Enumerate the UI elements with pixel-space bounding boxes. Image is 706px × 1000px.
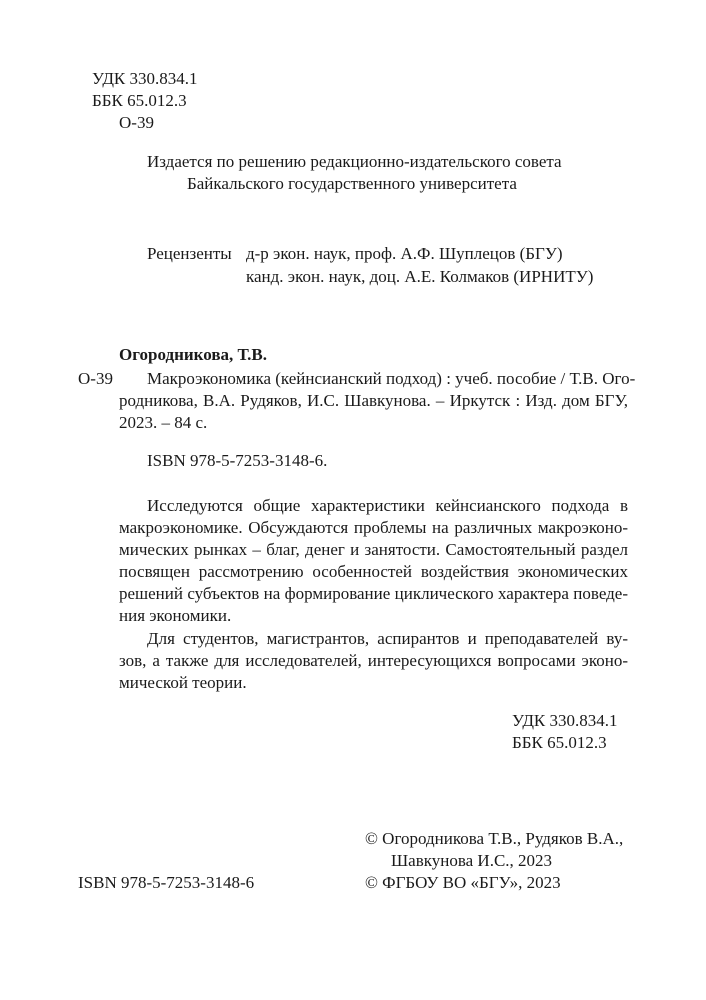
copyright-line-3: © ФГБОУ ВО «БГУ», 2023 [365, 873, 561, 892]
annotation-p2-line-3: мической теории. [119, 673, 247, 692]
reviewer-1: д-р экон. наук, проф. А.Ф. Шуплецов (БГУ) [246, 244, 563, 263]
record-line-1: Макроэкономика (кейнсианский подход) : учеб. пособие / Т.В. Ого- [147, 369, 636, 388]
bottom-bbk-code: ББК 65.012.3 [512, 733, 607, 752]
publisher-note-line-1: Издается по решению редакционно-издательского совета [147, 152, 562, 171]
copyright-line-2: Шавкунова И.С., 2023 [391, 851, 553, 870]
annotation-p1-line-5: решений субъектов на формирование циклического характера поведе- [119, 584, 628, 603]
annotation-p1-line-2: макроэкономике. Обсуждаются проблемы на различных макроэконо- [119, 518, 628, 537]
annotation-p1-line-4: посвящен рассмотрению особенностей воздействия экономических [119, 562, 628, 581]
annotation-p1-line-6: ния экономики. [119, 606, 232, 625]
author-heading: Огородникова, Т.В. [119, 345, 267, 364]
record-line-3: 2023. – 84 с. [119, 413, 208, 432]
record-author-mark: О-39 [78, 369, 113, 388]
publisher-note-line-2: Байкальского государственного университета [187, 174, 517, 193]
annotation-p1-line-3: мических рынках – благ, денег и занятости. Самостоятельный раздел [119, 540, 628, 559]
reviewers-label: Рецензенты [147, 244, 232, 263]
record-line-2: родникова, В.А. Рудяков, И.С. Шавкунова. – Иркутск : Изд. дом БГУ, [119, 391, 628, 410]
annotation-p2-line-2: зов, а также для исследователей, интересующихся вопросами эконо- [119, 651, 628, 670]
author-mark: О-39 [119, 113, 154, 132]
copyright-line-1: © Огородникова Т.В., Рудяков В.А., [365, 829, 624, 848]
bbk-code: ББК 65.012.3 [92, 91, 187, 110]
annotation-p2-line-1: Для студентов, магистрантов, аспирантов и преподавателей ву- [147, 629, 628, 648]
footer-isbn: ISBN 978-5-7253-3148-6 [78, 873, 255, 892]
bottom-udk-code: УДК 330.834.1 [512, 711, 618, 730]
annotation-p1-line-1: Исследуются общие характеристики кейнсианского подхода в [147, 496, 628, 515]
udk-code: УДК 330.834.1 [92, 69, 198, 88]
record-isbn: ISBN 978-5-7253-3148-6. [147, 451, 328, 470]
reviewer-2: канд. экон. наук, доц. А.Е. Колмаков (ИРНИТУ) [246, 267, 594, 286]
